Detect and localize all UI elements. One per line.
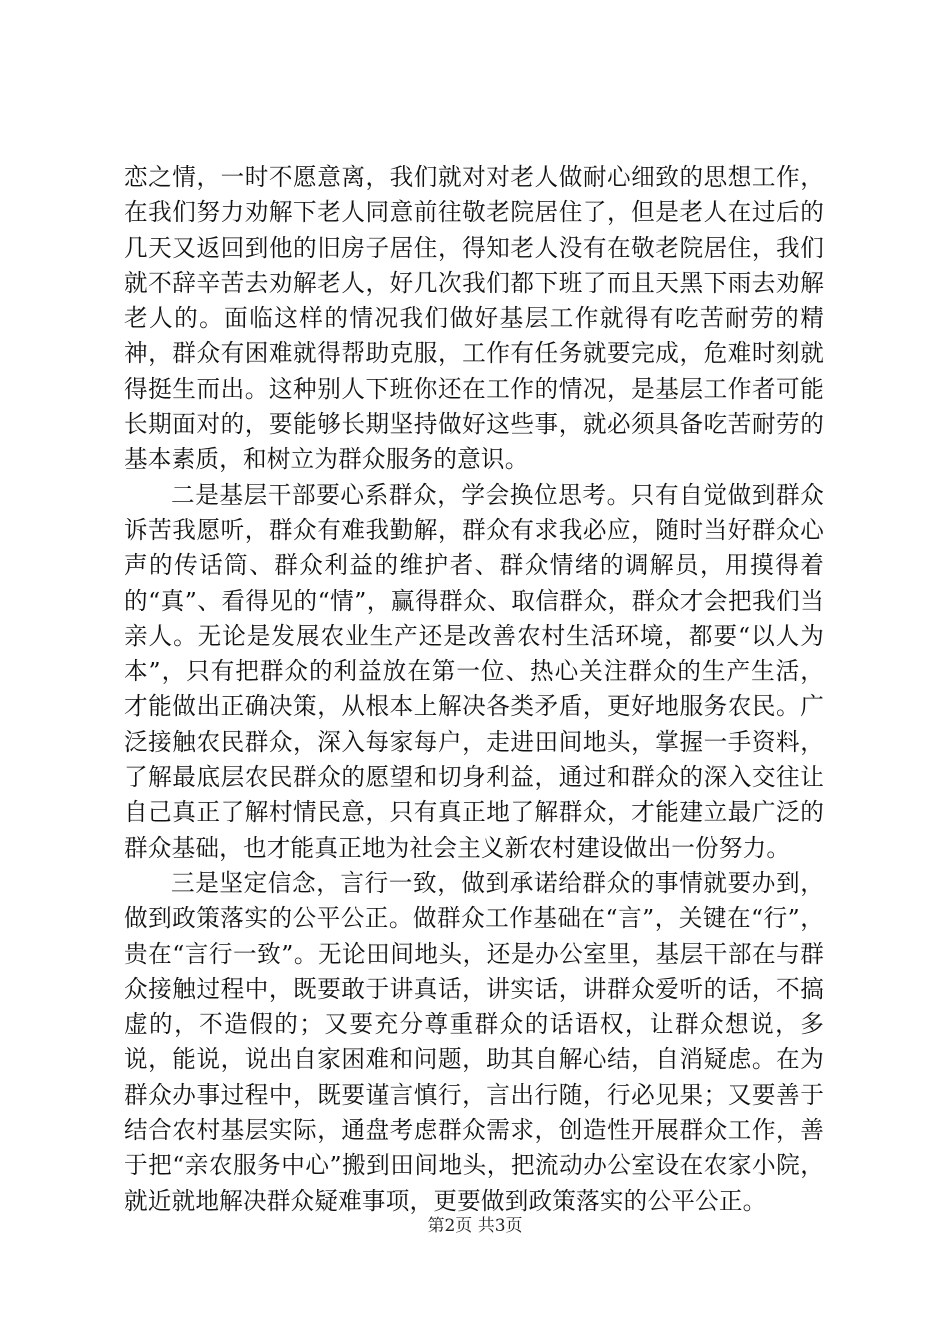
document-body — [124, 160, 824, 1219]
paragraph-point-two: 二是基层干部要心系群众，学会换位思考。只有自觉做到群众诉苦我愿听，群众有难我勤解，群众有求我必应，随时当好群众心声的传话筒、群众利益的维护者、群众情绪的调解员，用摸得着的“真”、看得见的“情”，赢得群众、取信群众，群众才会把我们当亲人。无论是发展农业生产还是改善农村生活环境，都要“以人为本”，只有把群众的利益放在第一位、热心关注群众的生产生活，才能做出正确决策，从根本上解决各类矛盾，更好地服务农民。广泛接触农民群众，深入每家每户，走进田间地头，掌握一手资料，了解最底层农民群众的愿望和切身利益，通过和群众的深入交往让自己真正了解村情民意，只有真正地了解群众，才能建立最广泛的群众基础，也才能真正地为社会主义新农村建设做出一份努力。 — [124, 480, 824, 862]
page-number-footer: 第2页 共3页 — [427, 1216, 523, 1236]
paragraph-continuation: 恋之情，一时不愿意离，我们就对对老人做耐心细致的思想工作，在我们努力劝解下老人同意前往敬老院居住了，但是老人在过后的几天又返回到他的旧房子居住，得知老人没有在敬老院居住，我们就不辞辛苦去劝解老人，好几次我们都下班了而且天黑下雨去劝解老人的。面临这样的情况我们做好基层工作就得有吃苦耐劳的精神，群众有困难就得帮助克服，工作有任务就要完成，危难时刻就得挺生而出。这种别人下班你还在工作的情况，是基层工作者可能长期面对的，要能够长期坚持做好这些事，就必须具备吃苦耐劳的基本素质，和树立为群众服务的意识。 — [124, 163, 824, 474]
paragraph-point-three: 三是坚定信念，言行一致，做到承诺给群众的事情就要办到，做到政策落实的公平公正。做群众工作基础在“言”，关键在“行”，贵在“言行一致”。无论田间地头，还是办公室里，基层干部在与群众接触过程中，既要敢于讲真话，讲实话，讲群众爱听的话，不搞虚的，不造假的；又要充分尊重群众的话语权，让群众想说，多说，能说，说出自家困难和问题，助其自解心结，自消疑虑。在为群众办事过程中，既要谨言慎行，言出行随，行必见果；又要善于结合农村基层实际，通盘考虑群众需求，创造性开展群众工作，善于把“亲农服务中心”搬到田间地头，把流动办公室设在农家小院，就近就地解决群众疑难事项，更要做到政策落实的公平公正。 — [124, 868, 824, 1215]
